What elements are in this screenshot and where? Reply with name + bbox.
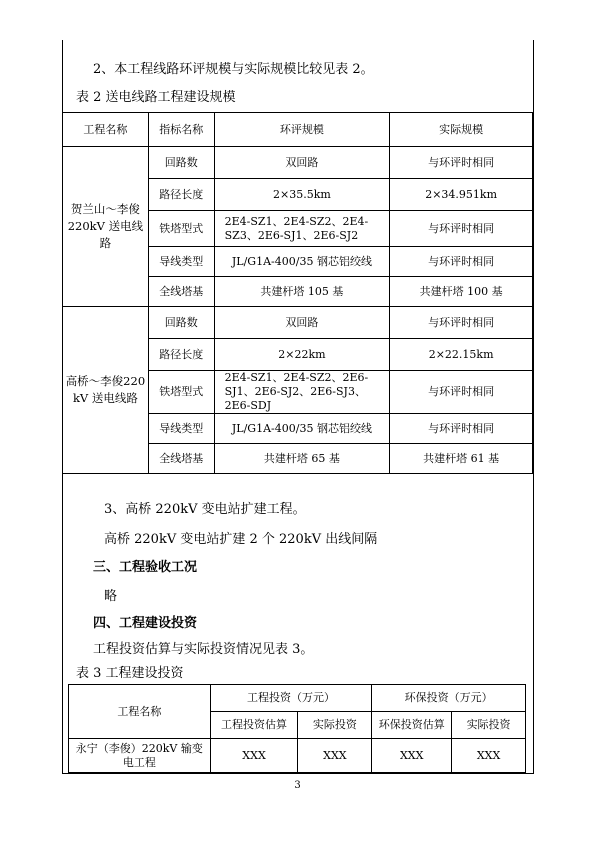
cell-actual-scale: 与环评时相同 bbox=[390, 414, 533, 444]
cell-actual-scale: 与环评时相同 bbox=[390, 307, 533, 339]
cell-indicator: 铁塔型式 bbox=[148, 211, 214, 247]
table2-caption: 表 2 送电线路工程建设规模 bbox=[76, 90, 236, 105]
cell-eia-scale: 共建杆塔 105 基 bbox=[214, 277, 390, 307]
cell-actual-scale: 与环评时相同 bbox=[390, 147, 533, 179]
cell-value: XXX bbox=[210, 739, 298, 773]
cell-indicator: 导线类型 bbox=[148, 414, 214, 444]
cell-indicator: 回路数 bbox=[148, 147, 214, 179]
col-header-project-estimate: 工程投资估算 bbox=[210, 712, 298, 739]
col-header-project-actual: 实际投资 bbox=[298, 712, 372, 739]
table-row bbox=[63, 147, 533, 179]
col-header-indicator: 指标名称 bbox=[148, 113, 214, 147]
cell-indicator: 导线类型 bbox=[148, 247, 214, 277]
col-group-project-investment: 工程投资（万元） bbox=[210, 685, 372, 712]
cell-eia-scale: JL/G1A-400/35 钢芯铝绞线 bbox=[214, 414, 390, 444]
col-header-env-estimate: 环保投资估算 bbox=[372, 712, 452, 739]
cell-actual-scale: 共建杆塔 61 基 bbox=[390, 444, 533, 474]
table-row bbox=[69, 739, 526, 773]
table2-line-scale bbox=[62, 112, 533, 474]
cell-indicator: 全线塔基 bbox=[148, 277, 214, 307]
cell-eia-scale: 2E4-SZ1、2E4-SZ2、2E4-SZ3、2E6-SJ1、2E6-SJ2 bbox=[214, 211, 390, 247]
cell-eia-scale: 双回路 bbox=[214, 307, 390, 339]
cell-indicator: 铁塔型式 bbox=[148, 371, 214, 414]
section-heading-acceptance: 三、工程验收工况 bbox=[93, 560, 198, 575]
section-heading-investment: 四、工程建设投资 bbox=[93, 616, 198, 631]
cell-actual-scale: 与环评时相同 bbox=[390, 247, 533, 277]
cell-eia-scale: JL/G1A-400/35 钢芯铝绞线 bbox=[214, 247, 390, 277]
cell-actual-scale: 共建杆塔 100 基 bbox=[390, 277, 533, 307]
table3-caption: 表 3 工程建设投资 bbox=[76, 666, 184, 681]
cell-indicator: 回路数 bbox=[148, 307, 214, 339]
col-group-env-investment: 环保投资（万元） bbox=[372, 685, 526, 712]
paragraph-substation-expansion: 3、高桥 220kV 变电站扩建工程。 bbox=[104, 502, 306, 517]
cell-indicator: 路径长度 bbox=[148, 179, 214, 211]
row-project-name: 永宁（李俊）220kV 输变电工程 bbox=[69, 739, 211, 773]
col-header-actual-scale: 实际规模 bbox=[390, 113, 533, 147]
section-body-acceptance: 略 bbox=[104, 589, 118, 604]
paragraph-substation-detail: 高桥 220kV 变电站扩建 2 个 220kV 出线间隔 bbox=[104, 532, 378, 547]
col-header-eia-scale: 环评规模 bbox=[214, 113, 390, 147]
section-body-investment: 工程投资估算与实际投资情况见表 3。 bbox=[93, 642, 314, 657]
cell-indicator: 路径长度 bbox=[148, 339, 214, 371]
cell-value: XXX bbox=[452, 739, 526, 773]
group-project-name: 高桥～李俊220 kV 送电线路 bbox=[63, 307, 149, 474]
cell-eia-scale: 2E4-SZ1、2E4-SZ2、2E6-SJ1、2E6-SJ2、2E6-SJ3、2E6-SDJ bbox=[214, 371, 390, 414]
paragraph-line-comparison: 2、本工程线路环评规模与实际规模比较见表 2。 bbox=[93, 62, 374, 77]
cell-actual-scale: 与环评时相同 bbox=[390, 211, 533, 247]
cell-actual-scale: 与环评时相同 bbox=[390, 371, 533, 414]
col-header-project: 工程名称 bbox=[63, 113, 149, 147]
cell-actual-scale: 2×22.15km bbox=[390, 339, 533, 371]
table-row bbox=[63, 307, 533, 339]
cell-actual-scale: 2×34.951km bbox=[390, 179, 533, 211]
table-header-row bbox=[63, 113, 533, 147]
cell-eia-scale: 2×22km bbox=[214, 339, 390, 371]
cell-indicator: 全线塔基 bbox=[148, 444, 214, 474]
cell-eia-scale: 2×35.5km bbox=[214, 179, 390, 211]
cell-eia-scale: 共建杆塔 65 基 bbox=[214, 444, 390, 474]
cell-value: XXX bbox=[298, 739, 372, 773]
cell-eia-scale: 双回路 bbox=[214, 147, 390, 179]
col-header-project: 工程名称 bbox=[69, 685, 211, 739]
col-header-env-actual: 实际投资 bbox=[452, 712, 526, 739]
table3-investment bbox=[68, 684, 526, 773]
cell-value: XXX bbox=[372, 739, 452, 773]
page-number: 3 bbox=[294, 780, 301, 791]
group-project-name: 贺兰山～李俊220kV 送电线路 bbox=[63, 147, 149, 307]
